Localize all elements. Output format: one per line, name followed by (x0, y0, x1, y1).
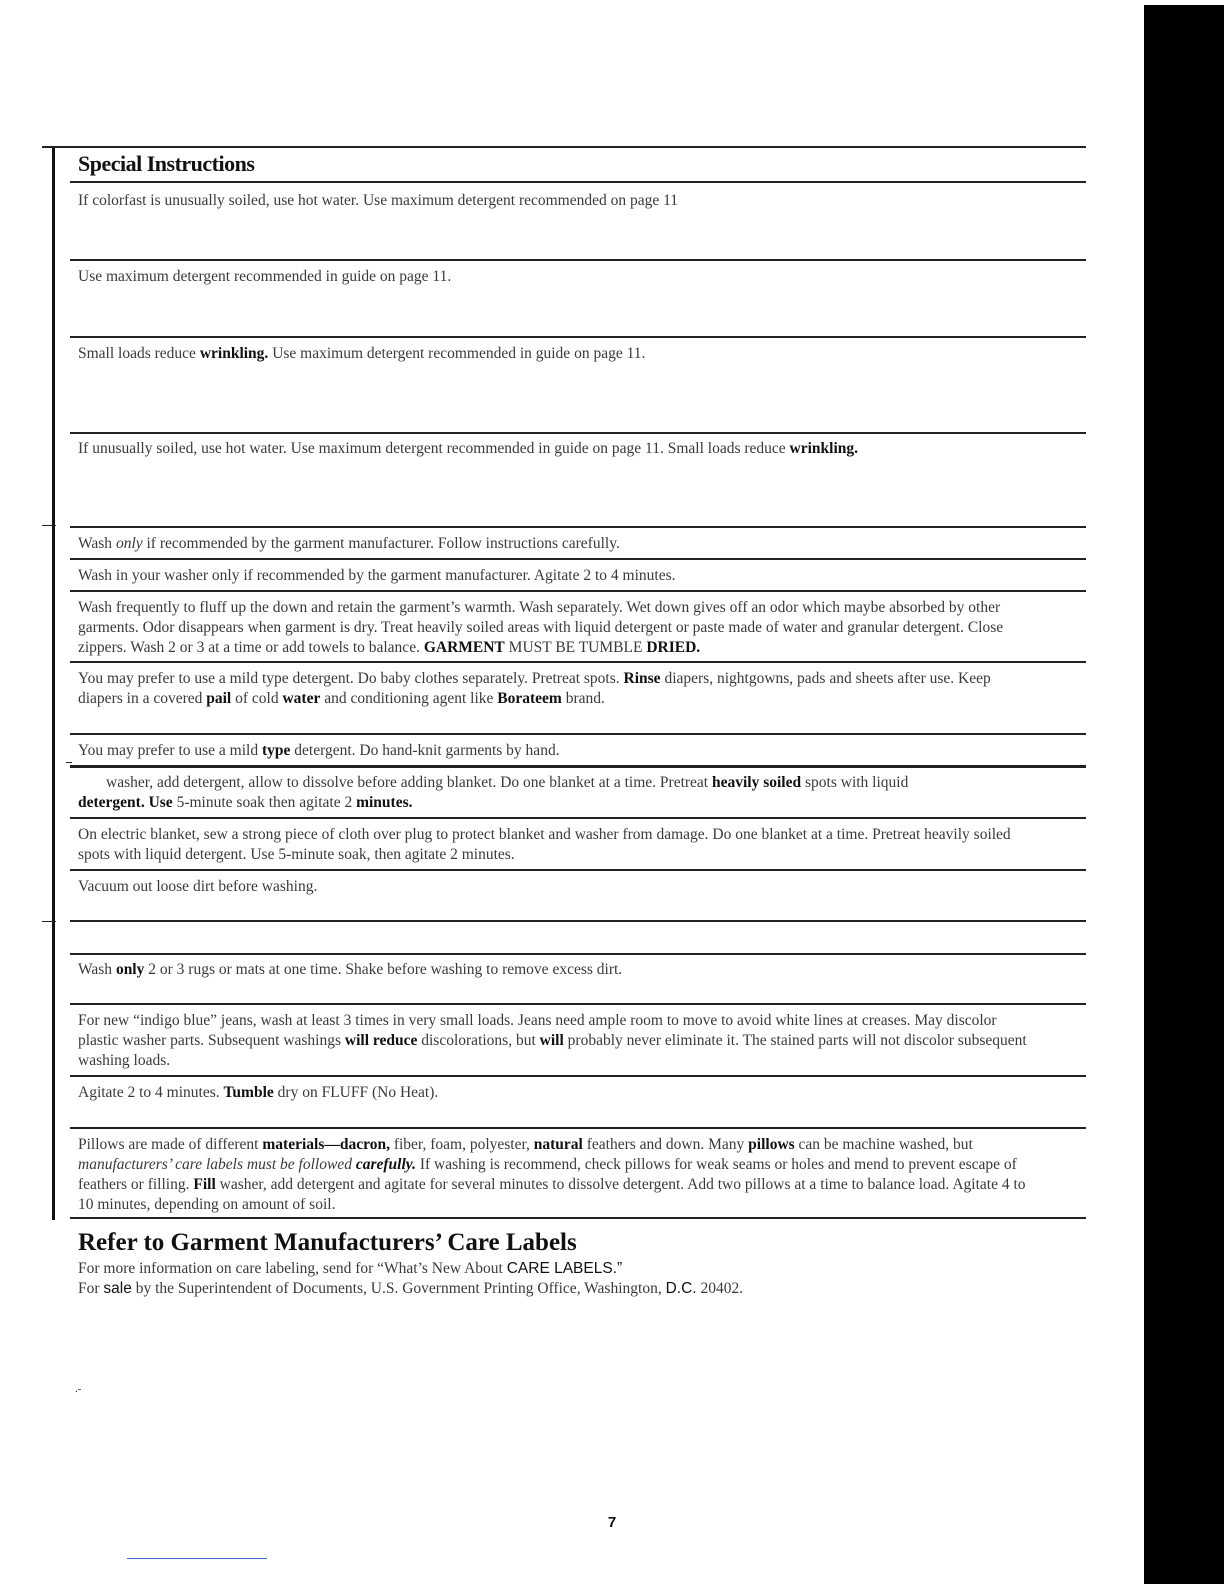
instruction-row-blanket-cont: detergent. Use 5-minute soak then agitate 2 minutes. (78, 794, 413, 811)
care-labels-source: For sale by the Superintendent of Documents, U.S. Government Printing Office, Washington, D.C. 20402. (78, 1280, 744, 1297)
table-rule (42, 146, 1086, 148)
instruction-row-colorfast: If colorfast is unusually soiled, use hot water. Use maximum detergent recommended on page 11 (78, 192, 679, 209)
instruction-row-baby: You may prefer to use a mild type detergent. Do baby clothes separately. Pretreat spots. Rinse diapers, nightgowns, pads and sheets after use. Keep diapers in a covered pail of cold water and conditioning agent like Borateem brand. (78, 670, 991, 707)
page-number: 7 (607, 1514, 617, 1531)
table-rule (70, 526, 1086, 528)
instruction-row-synthetic: If unusually soiled, use hot water. Use maximum detergent recommended in guide on page 11. Small loads reduce wrinkling. (78, 440, 859, 457)
instruction-row-permanent-press: Small loads reduce wrinkling. Use maximum detergent recommended in guide on page 11. (78, 345, 646, 362)
table-rule (70, 661, 1086, 663)
table-rule (70, 336, 1086, 338)
table-rule (70, 558, 1086, 560)
instruction-row-delicate: Wash only if recommended by the garment manufacturer. Follow instructions carefully. (78, 535, 620, 552)
scan-artifact-mark: .- (75, 1383, 82, 1395)
instruction-row-knit: You may prefer to use a mild type detergent. Do hand-knit garments by hand. (78, 742, 560, 759)
instruction-row-down: Wash frequently to fluff up the down and retain the garment’s warmth. Wash separately. Wet down gives off an odor which maybe absorbed by other garments. Odor disappears when garment is dry. Treat heavily soiled areas with liquid detergent or paste made of water and granular detergent. Close zippers. Wash 2 or 3 at a time or add towels to balance. GARMENT MUST BE TUMBLE DRIED. (78, 599, 1004, 656)
left-margin-rule (52, 148, 55, 1220)
section-heading: Special Instructions (78, 151, 255, 176)
care-labels-info: For more information on care labeling, send for “What’s New About CARE LABELS.” (78, 1260, 623, 1277)
care-labels-title: Refer to Garment Manufacturers’ Care Labels (78, 1229, 577, 1256)
table-rule (70, 1075, 1086, 1077)
table-rule (70, 1217, 1086, 1219)
instruction-row-jeans: For new “indigo blue” jeans, wash at least 3 times in very small loads. Jeans need ample room to move to avoid white lines at creases. May discolor plastic washer parts. Subsequent washings will reduce discolorations, but will probably never eliminate it. The stained parts will not discolor subsequent washing loads. (78, 1012, 1027, 1069)
instruction-row-rugs: Wash only 2 or 3 rugs or mats at one time. Shake before washing to remove excess dirt. (78, 961, 623, 978)
rule-tick (42, 525, 56, 526)
table-rule (70, 765, 1086, 768)
instruction-row-curtains: Vacuum out loose dirt before washing. (78, 878, 318, 895)
rule-tick (66, 762, 72, 763)
instruction-row-electric-blanket: On electric blanket, sew a strong piece of cloth over plug to protect blanket and washer from damage. Do one blanket at a time. Pretreat heavily soiled spots with liquid detergent. Use 5-minute soak, then agitate 2 minutes. (78, 826, 1011, 863)
instruction-row-white: Use maximum detergent recommended in guide on page 11. (78, 268, 452, 285)
table-rule (70, 869, 1086, 871)
table-rule (70, 432, 1086, 434)
table-rule (70, 1003, 1086, 1005)
scan-edge-bar (1144, 5, 1224, 1584)
table-rule (70, 817, 1086, 819)
table-rule (70, 1127, 1086, 1129)
table-rule (70, 953, 1086, 955)
table-rule (70, 920, 1086, 922)
table-rule (70, 181, 1086, 183)
instruction-row-blanket: washer, add detergent, allow to dissolve before adding blanket. Do one blanket at a time. Pretreat heavily soiled spots with liquid (106, 774, 909, 791)
instruction-row-plastics: Agitate 2 to 4 minutes. Tumble dry on FLUFF (No Heat). (78, 1084, 439, 1101)
instruction-row-washer-only: Wash in your washer only if recommended by the garment manufacturer. Agitate 2 to 4 minutes. (78, 567, 676, 584)
instruction-row-pillows: Pillows are made of different materials—dacron, fiber, foam, polyester, natural feathers and down. Many pillows can be machine washed, but manufacturers’ care labels must be followed carefully. If washing is recommend, check pillows for weak seams or holes and mend to prevent escape of feathers or filling. Fill washer, add detergent and agitate for several minutes to dissolve detergent. Add two pillows at a time to balance load. Agitate 4 to 10 minutes, depending on amount of soil. (78, 1136, 1026, 1213)
table-rule (70, 590, 1086, 592)
table-rule (70, 259, 1086, 261)
footer-link-underline (127, 1558, 267, 1559)
rule-tick (42, 921, 56, 922)
table-rule (70, 733, 1086, 735)
